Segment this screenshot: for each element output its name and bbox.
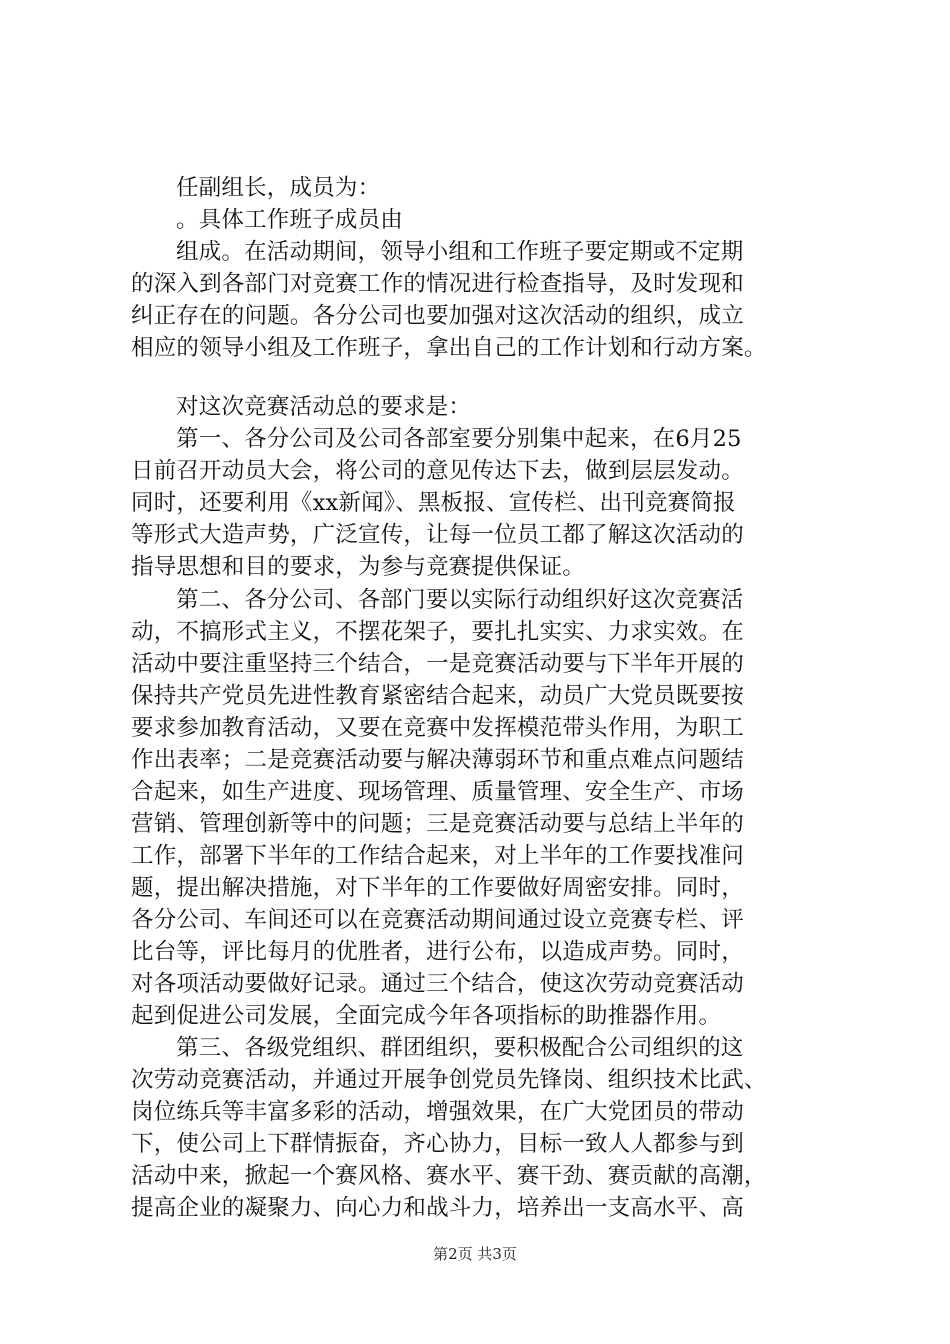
text-line: 起到促进公司发展，全面完成今年各项指标的助推器作用。 — [131, 1003, 722, 1029]
text-line: 动，不搞形式主义，不摆花架子，要扎扎实实、力求实效。在 — [131, 619, 744, 645]
text-line: 第三、各级党组织、群团组织，要积极配合公司组织的这 — [176, 1035, 744, 1061]
page-number-footer: 第2页 共3页 — [433, 1245, 517, 1263]
text-line: 同时，还要利用《xx新闻》、黑板报、宣传栏、出刊竞赛简报 — [131, 490, 736, 516]
text-line: 活动中来，掀起一个赛风格、赛水平、赛干劲、赛贡献的高潮， — [131, 1163, 767, 1189]
text-line: 的深入到各部门对竞赛工作的情况进行检查指导，及时发现和 — [131, 271, 744, 297]
text-line: 相应的领导小组及工作班子，拿出自己的工作计划和行动方案。 — [131, 335, 767, 361]
text-line: 对各项活动要做好记录。通过三个结合，使这次劳动竞赛活动 — [131, 971, 744, 997]
text-line: 纠正存在的问题。各分公司也要加强对这次活动的组织，成立 — [131, 303, 744, 329]
text-line: 各分公司、车间还可以在竞赛活动期间通过设立竞赛专栏、评 — [131, 907, 744, 933]
text-line: 活动中要注重坚持三个结合，一是竞赛活动要与下半年开展的 — [131, 651, 744, 677]
text-line: 作出表率；二是竞赛活动要与解决薄弱环节和重点难点问题结 — [131, 747, 744, 773]
text-line: 指导思想和目的要求，为参与竞赛提供保证。 — [131, 554, 586, 580]
text-line: 第一、各分公司及公司各部室要分别集中起来，在6月25 — [176, 426, 742, 452]
text-line: 组成。在活动期间，领导小组和工作班子要定期或不定期 — [176, 239, 744, 265]
text-line: 保持共产党员先进性教育紧密结合起来，动员广大党员既要按 — [131, 683, 744, 709]
text-line: 提高企业的凝聚力、向心力和战斗力，培养出一支高水平、高 — [131, 1195, 744, 1221]
text-line: 任副组长，成员为： — [176, 175, 381, 201]
text-line: 对这次竞赛活动总的要求是： — [176, 394, 472, 420]
text-line: 合起来，如生产进度、现场管理、质量管理、安全生产、市场 — [131, 779, 744, 805]
text-line: 第二、各分公司、各部门要以实际行动组织好这次竞赛活 — [176, 587, 744, 613]
text-line: 下，使公司上下群情振奋，齐心协力，目标一致人人都参与到 — [131, 1131, 744, 1157]
text-line: 营销、管理创新等中的问题；三是竞赛活动要与总结上半年的 — [131, 811, 744, 837]
text-line: 工作，部署下半年的工作结合起来，对上半年的工作要找准问 — [131, 843, 744, 869]
text-line: 比台等，评比每月的优胜者，进行公布，以造成声势。同时， — [131, 939, 744, 965]
text-line: 题，提出解决措施，对下半年的工作要做好周密安排。同时， — [131, 875, 744, 901]
text-line: 要求参加教育活动，又要在竞赛中发挥模范带头作用，为职工 — [131, 715, 744, 741]
text-line: 等形式大造声势，广泛宣传，让每一位员工都了解这次活动的 — [131, 522, 744, 548]
text-line: 日前召开动员大会，将公司的意见传达下去，做到层层发动。 — [131, 458, 744, 484]
text-line: 。具体工作班子成员由 — [176, 207, 404, 233]
text-line: 次劳动竞赛活动，并通过开展争创党员先锋岗、组织技术比武、 — [131, 1067, 767, 1093]
text-line: 岗位练兵等丰富多彩的活动，增强效果，在广大党团员的带动 — [131, 1099, 744, 1125]
